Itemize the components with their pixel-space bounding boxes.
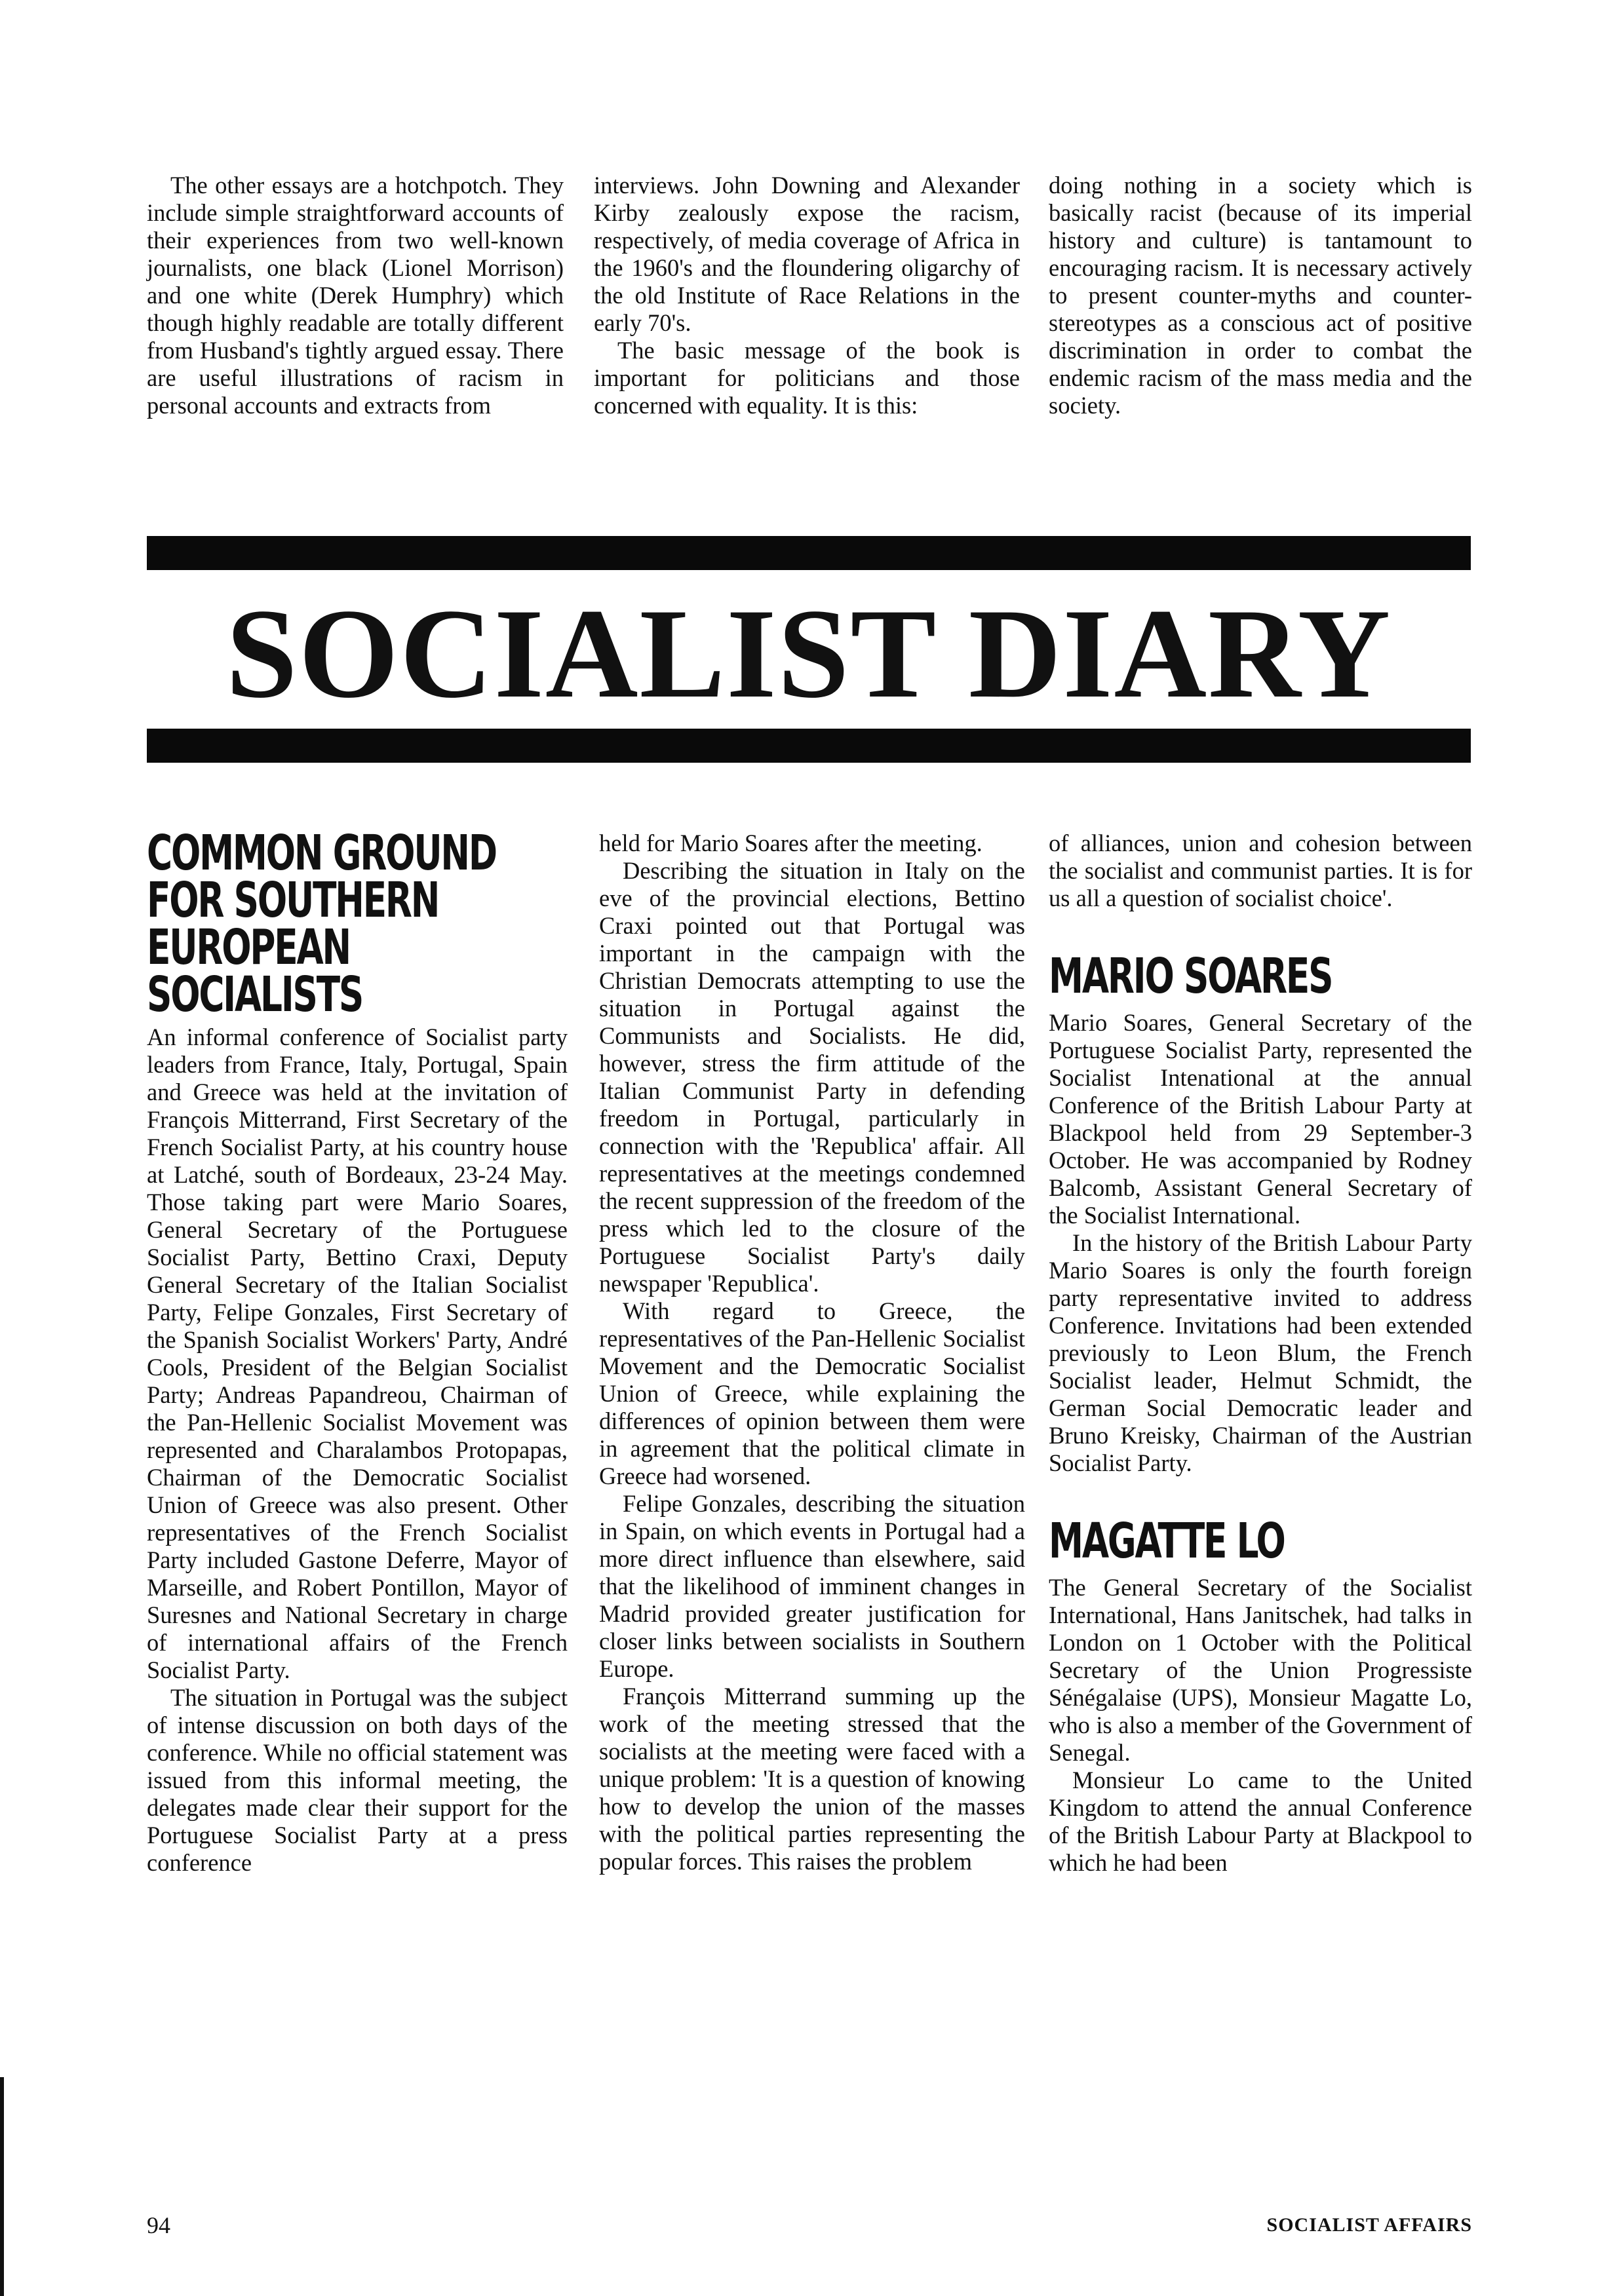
article1-paragraph-1: An informal conference of Socialist party leaders from France, Italy, Portugal, Spain and Greece was held at the invitation of François Mitterrand, First Secretary of the French Socialist Party, at his country house at Latché, south of Bordeaux, 23-24 May. Those taking part were Mario Soares, General Secretary of the Portuguese Socialist Party, Bettino Craxi, Deputy General Secretary of the Italian Socialist Party, Felipe Gonzales, First Secretary of the Spanish Socialist Workers' Party, André Cools, President of the Belgian Socialist Party; Andreas Papandreou, Chairman of the Pan-Hellenic Socialist Movement was represented and Charalambos Protopapas, Chairman of the Democratic Socialist Union of Greece was also present. Other representatives of the French Socialist Party included Gastone Deferre, Mayor of Marseille, and Robert Pontillon, Mayor of Suresnes and National Secretary in charge of international affairs of the French Socialist Party. xyxy=(147,1024,568,1683)
article1-paragraph-4: Describing the situation in Italy on the eve of the provincial elections, Bettino Craxi pointed out that Portugal was important in the campaign with the Christian Democrats attempting to use the situation in Portugal against the Communists and Socialists. He did, however, stress the firm attitude of the Italian Communist Party in defending freedom in Portugal, particularly in connection with the 'Republica' affair. All representatives at the meetings condemned the recent suppression of the freedom of the press which led to the closure of the Portuguese Socialist Party's daily newspaper 'Republica'. xyxy=(599,857,1025,1297)
article2-paragraph-1: Mario Soares, General Secretary of the Portuguese Socialist Party, represented the Socialist Intenational at the annual Conference of the British Labour Party at Blackpool held from 29 September-3 October. He was accompanied by Rodney Balcomb, Assistant General Secretary of the Socialist International. xyxy=(1049,1009,1472,1229)
section-title: SOCIALIST DIARY xyxy=(225,583,1392,725)
article3-paragraph-1: The General Secretary of the Socialist International, Hans Janitschek, had talks in London on 1 October with the Political Secretary of the Union Progressiste Sénégalaise (UPS), Monsieur Magatte Lo, who is also a member of the Government of Senegal. xyxy=(1049,1574,1472,1766)
journal-name: SOCIALIST AFFAIRS xyxy=(1266,2214,1472,2236)
article1-paragraph-2: The situation in Portugal was the subject of intense discussion on both days of the conference. While no official statement was issued from this informal meeting, the delegates made clear their support for the Portuguese Socialist Party at a press conference xyxy=(147,1684,568,1876)
article-column-2 xyxy=(599,830,1025,1875)
article-column-1 xyxy=(147,825,568,1877)
banner-rule-bottom xyxy=(147,729,1471,763)
article1-headline xyxy=(147,825,568,1023)
article1-paragraph-3: held for Mario Soares after the meeting. xyxy=(599,830,983,856)
page-number: 94 xyxy=(147,2212,170,2238)
top-col2-paragraph-2: The basic message of the book is important for politicians and those concerned with equality. It is this: xyxy=(594,337,1020,419)
article2-paragraph-2: In the history of the British Labour Party Mario Soares is only the fourth foreign party representative invited to address Conference. Invitations had been extended previously to Leon Blum, the French Socialist leader, Helmut Schmidt, the German Social Democratic leader and Bruno Kreisky, Chairman of the Austrian Socialist Party. xyxy=(1049,1229,1472,1476)
article3-paragraph-2: Monsieur Lo came to the United Kingdom to attend the annual Conference of the British Labour Party at Blackpool to which he had been xyxy=(1049,1767,1472,1876)
article2-headline: MARIO SOARES xyxy=(1049,948,1333,1004)
headline-line: FOR SOUTHERN xyxy=(147,872,439,928)
article1-paragraph-8: of alliances, union and cohesion between the socialist and communist parties. It is for us all a question of socialist choice'. xyxy=(1049,830,1472,911)
banner-rule-top xyxy=(147,536,1471,570)
headline-line: SOCIALISTS xyxy=(147,966,363,1023)
top-column-1 xyxy=(147,172,564,419)
top-col2-paragraph-1: interviews. John Downing and Alexander Kirby zealously expose the racism, respectively, of media coverage of Africa in the 1960's and the floundering oligarchy of the old Institute of Race Relations in the early 70's. xyxy=(594,172,1020,336)
top-col1-paragraph: The other essays are a hotchpotch. They include simple straightforward accounts of their experiences from two well-known journalists, one black (Lionel Morrison) and one white (Derek Humphry) which though highly readable are totally different from Husband's tightly argued essay. There are useful illustrations of racism in personal accounts and extracts from xyxy=(147,172,564,419)
top-column-2 xyxy=(594,172,1020,419)
article1-paragraph-6: Felipe Gonzales, describing the situation in Spain, on which events in Portugal had a more direct influence than elsewhere, said that the likelihood of imminent changes in Madrid provided greater justification for closer links between socialists in Southern Europe. xyxy=(599,1490,1025,1682)
article3-body xyxy=(1049,1574,1472,1877)
article3-headline: MAGATTE LO xyxy=(1049,1513,1285,1569)
article2-body xyxy=(1049,1009,1472,1477)
top-col3-paragraph: doing nothing in a society which is basically racist (because of its imperial history and culture) is tantamount to encouraging racism. It is necessary actively to present counter-myths and counter-stereotypes as a conscious act of positive discrimination in order to combat the endemic racism of the mass media and the society. xyxy=(1049,172,1472,419)
article1-paragraph-5: With regard to Greece, the representatives of the Pan-Hellenic Socialist Movement and the Democratic Socialist Union of Greece, while explaining the differences of opinion between them were in agreement that the political climate in Greece had worsened. xyxy=(599,1297,1025,1489)
headline-line: COMMON GROUND xyxy=(147,825,496,881)
article1-body xyxy=(147,1024,568,1877)
article-column-3 xyxy=(1049,830,1472,1877)
article1-paragraph-7: François Mitterrand summing up the work of the meeting stressed that the socialists at the meeting were faced with a unique problem: 'It is a question of knowing how to develop the union of the masses with the political parties representing the popular forces. This raises the problem xyxy=(599,1683,1025,1875)
headline-line: EUROPEAN xyxy=(147,919,350,976)
scan-margin-mark xyxy=(0,2077,4,2296)
top-column-3 xyxy=(1049,172,1472,419)
